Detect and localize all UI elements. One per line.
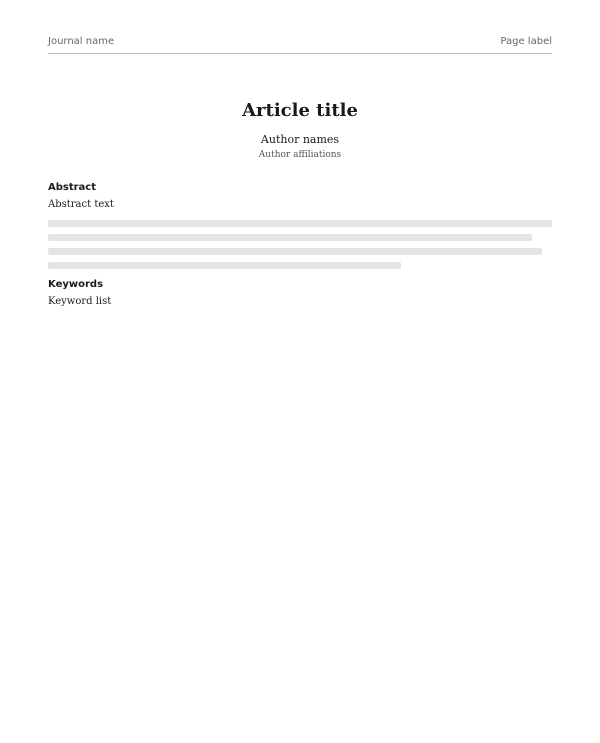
article-title: Article title [242, 100, 358, 121]
abstract-body-placeholder [48, 220, 552, 269]
keywords-text: Keyword list [48, 296, 112, 308]
running-header [48, 36, 552, 54]
header-right: Page label [500, 36, 552, 47]
abstract-text: Abstract text [48, 199, 114, 211]
abstract-label: Abstract [48, 182, 97, 194]
keywords-label: Keywords [48, 279, 104, 291]
affiliation: Author affiliations [258, 150, 342, 161]
header-left: Journal name [48, 36, 115, 47]
author-list: Author names [260, 133, 340, 147]
